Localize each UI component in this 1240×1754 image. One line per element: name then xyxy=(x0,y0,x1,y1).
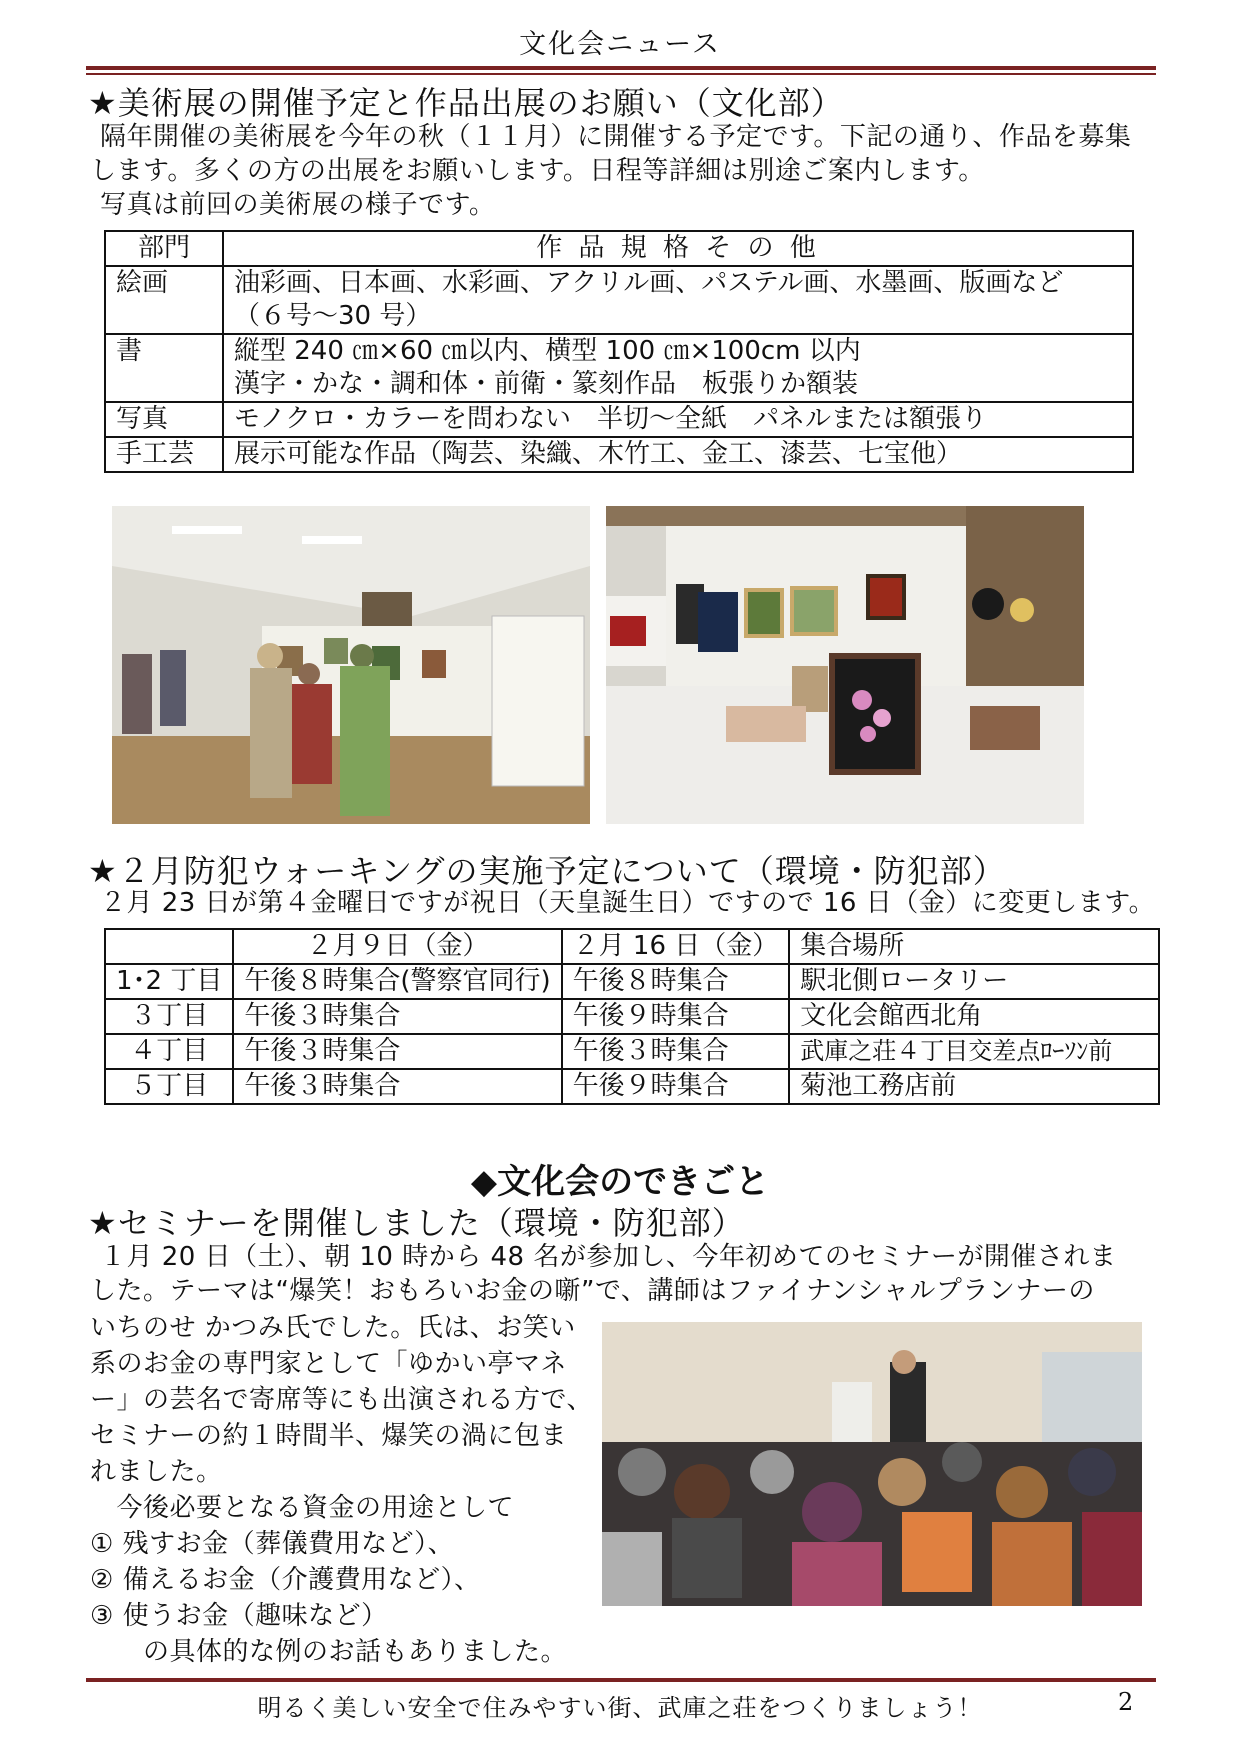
events-title: ◆文化会のできごと xyxy=(470,1162,770,1202)
time-cell: 午後３時集合 xyxy=(233,999,561,1034)
seminar-line-1: １月 20 日（土）、朝 10 時から 48 名が参加し、今年初めてのセミナーが開催されま xyxy=(100,1242,1117,1272)
schedule-row xyxy=(105,1069,1159,1104)
art-para-line-2: します。多くの方の出展をお願いします。日程等詳細は別途ご案内します。 xyxy=(90,156,985,186)
walking-para: ２月 23 日が第４金曜日ですが祝日（天皇誕生日）ですので 16 日（金）に変更します。 xyxy=(100,888,1156,918)
art-para-line-3: 写真は前回の美術展の様子です。 xyxy=(100,190,496,220)
walking-section-heading: ★２月防犯ウォーキングの実施予定について（環境・防犯部） xyxy=(88,852,1006,890)
spec-cell: 縦型 240 ㎝×60 ㎝以内、横型 100 ㎝×100cm 以内 漢字・かな・調和体・前衛・篆刻作品 板張りか額装 xyxy=(223,334,1133,402)
district-cell: ４丁目 xyxy=(105,1034,233,1069)
art-table-row xyxy=(105,334,1133,402)
footer-slogan: 明るく美しい安全で住みやすい街、武庫之荘をつくりましょう！ xyxy=(257,1694,983,1722)
district-cell: ３丁目 xyxy=(105,999,233,1034)
seminar-narrow-text: いちのせ かつみ氏でした。氏は、お笑い 系のお金の専門家として「ゆかい亭マネ ー」の芸名で寄席等にも出演される方で、 セミナーの約１時間半、爆笑の渦に包ま れました。 今後必要となる資金の用途として ① 残すお金（葬儀費用など）、 ② 備えるお金（介護費用など）、 ③ 使うお金（趣味など） の具体的な例のお話もありました。 xyxy=(90,1313,593,1667)
time-cell: 午後９時集合 xyxy=(562,1069,790,1104)
header-rule-thin xyxy=(86,73,1156,75)
schedule-row xyxy=(105,1034,1159,1069)
exhibition-hall-photo xyxy=(112,506,590,824)
district-cell: ５丁目 xyxy=(105,1069,233,1104)
footer-rule xyxy=(86,1678,1156,1682)
newsletter-title: 文化会ニュース xyxy=(519,29,721,60)
page-number: 2 xyxy=(1118,1688,1134,1716)
spec-cell: モノクロ・カラーを問わない 半切～全紙 パネルまたは額張り xyxy=(223,402,1133,437)
schedule-header-feb16: ２月 16 日（金） xyxy=(562,929,790,964)
time-cell: 午後３時集合 xyxy=(233,1034,561,1069)
spec-cell: 油彩画、日本画、水彩画、アクリル画、パステル画、水墨画、版画など （６号～30 号） xyxy=(223,266,1133,334)
dept-cell: 手工芸 xyxy=(105,437,223,472)
place-cell: 武庫之荘４丁目交差点ﾛｰｿﾝ前 xyxy=(789,1034,1159,1069)
seminar-heading: ★セミナーを開催しました（環境・防犯部） xyxy=(88,1204,745,1242)
time-cell: 午後８時集合 xyxy=(562,964,790,999)
schedule-header-blank xyxy=(105,929,233,964)
spec-cell: 展示可能な作品（陶芸、染織、木竹工、金工、漆芸、七宝他） xyxy=(223,437,1133,472)
time-cell: 午後８時集合(警察官同行) xyxy=(233,964,561,999)
art-category-table xyxy=(104,230,1134,473)
exhibition-artwork-photo xyxy=(606,506,1084,824)
header-cell-dept: 部門 xyxy=(105,231,223,266)
time-cell: 午後３時集合 xyxy=(233,1069,561,1104)
district-cell: 1･2 丁目 xyxy=(105,964,233,999)
schedule-row xyxy=(105,999,1159,1034)
art-table-row xyxy=(105,402,1133,437)
place-cell: 文化会館西北角 xyxy=(789,999,1159,1034)
art-table-row xyxy=(105,437,1133,472)
art-table-header xyxy=(105,231,1133,266)
dept-cell: 絵画 xyxy=(105,266,223,334)
walking-schedule-table xyxy=(104,928,1160,1105)
seminar-line-2: した。テーマは“爆笑！おもろいお金の噺”で、講師はファイナンシャルプランナーの xyxy=(90,1276,1095,1306)
schedule-row xyxy=(105,964,1159,999)
schedule-header-feb9: ２月９日（金） xyxy=(233,929,561,964)
schedule-header-row xyxy=(105,929,1159,964)
art-para-line-1: 隔年開催の美術展を今年の秋（１１月）に開催する予定です。下記の通り、作品を募集 xyxy=(100,122,1132,152)
art-section-heading: ★美術展の開催予定と作品出展のお願い（文化部） xyxy=(88,84,844,122)
time-cell: 午後３時集合 xyxy=(562,1034,790,1069)
seminar-photo xyxy=(602,1322,1142,1606)
place-cell: 菊池工務店前 xyxy=(789,1069,1159,1104)
time-cell: 午後９時集合 xyxy=(562,999,790,1034)
dept-cell: 写真 xyxy=(105,402,223,437)
art-table-row xyxy=(105,266,1133,334)
dept-cell: 書 xyxy=(105,334,223,402)
header-rule xyxy=(86,66,1156,70)
place-cell: 駅北側ロータリー xyxy=(789,964,1159,999)
header-cell-spec: 作 品 規 格 そ の 他 xyxy=(223,231,1133,266)
schedule-header-place: 集合場所 xyxy=(789,929,1159,964)
